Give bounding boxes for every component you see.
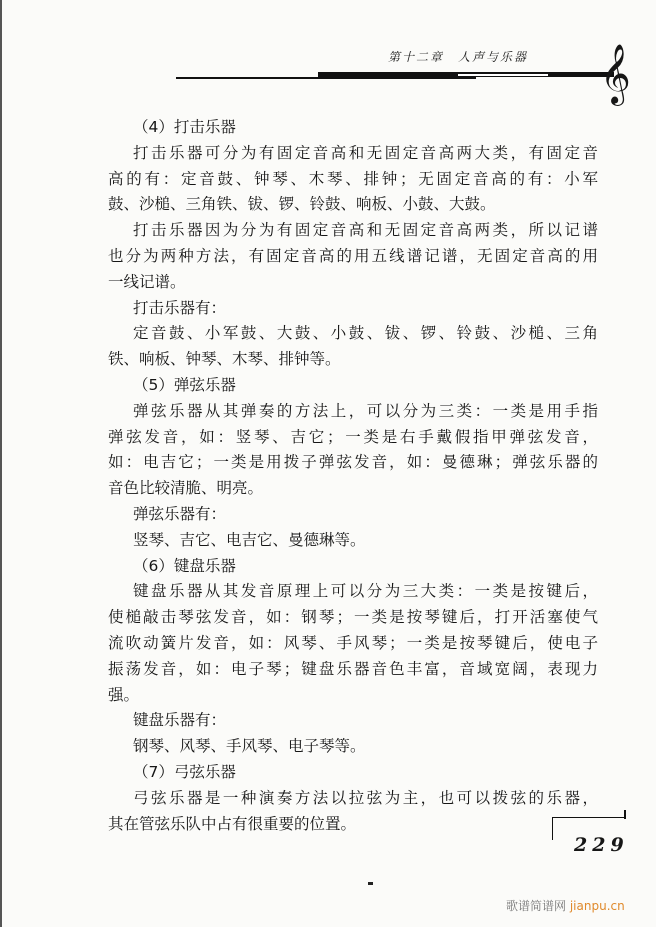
text-line: 弓弦乐器是一种演奏方法以拉弦为主，也可以拨弦的乐器， xyxy=(133,788,598,807)
text-line: 高的有：定音鼓、钟琴、木琴、排钟；无固定音高的有：小军 xyxy=(108,169,598,188)
page-edge xyxy=(0,0,2,927)
text-line: 使槌敲击琴弦发音，如：钢琴；一类是按琴键后，打开活塞使气 xyxy=(108,608,598,627)
watermark xyxy=(506,897,625,914)
treble-clef-icon: 𝄞 xyxy=(600,44,631,104)
header-rule xyxy=(176,77,476,79)
text-line: 定音鼓、小军鼓、大鼓、小鼓、钹、锣、铃鼓、沙槌、三角 xyxy=(133,324,598,343)
text-line: 打击乐器可分为有固定音高和无固定音高两大类，有固定音 xyxy=(133,143,598,162)
running-head: 第十二章 人声与乐器 xyxy=(388,50,529,64)
header-rule-gap xyxy=(458,74,548,76)
text-line: 一线记谱。 xyxy=(108,272,186,291)
text-line: 弹弦乐器有： xyxy=(133,504,227,523)
text-line: 打击乐器有： xyxy=(133,298,227,317)
text-line: 钢琴、风琴、手风琴、电子琴等。 xyxy=(133,737,366,756)
text-line: 振荡发音，如：电子琴；键盘乐器音色丰富，音域宽阔，表现力 xyxy=(108,659,598,678)
text-line: 打击乐器因为分为有固定音高和无固定音高两类，所以记谱 xyxy=(133,221,598,240)
text-line: 流吹动簧片发音，如：风琴、手风琴；一类是按琴键后，使电子 xyxy=(108,633,598,652)
scan-speck xyxy=(368,882,373,885)
section-heading: （5）弹弦乐器 xyxy=(133,375,236,394)
text-line: 铁、响板、钟琴、木琴、排钟等。 xyxy=(108,350,341,369)
text-line: 也分为两种方法，有固定音高的用五线谱记谱，无固定音高的用 xyxy=(108,246,598,265)
section-heading: （4）打击乐器 xyxy=(133,118,236,136)
page-number: 229 xyxy=(574,834,629,856)
section-heading: （7）弓弦乐器 xyxy=(133,762,236,781)
text-line: 弹弦发音，如：竖琴、吉它；一类是右手戴假指甲弹弦发音， xyxy=(108,427,598,446)
text-line: 竖琴、吉它、电吉它、曼德琳等。 xyxy=(133,530,366,549)
section-heading: （6）键盘乐器 xyxy=(133,556,236,575)
watermark-en: jianpu.cn xyxy=(569,899,625,913)
text-line: 强。 xyxy=(108,685,140,704)
text-line: 弹弦乐器从其弹奏的方法上，可以分为三类：一类是用手指 xyxy=(133,401,598,420)
text-line: 键盘乐器有： xyxy=(133,711,227,730)
text-line: 鼓、沙槌、三角铁、钹、锣、铃鼓、响板、小鼓、大鼓。 xyxy=(108,195,496,214)
text-line: 键盘乐器从其发音原理上可以分为三大类：一类是按键后， xyxy=(133,582,598,601)
text-line: 如：电吉它；一类是用拨子弹弦发音，如：曼德琳；弹弦乐器的 xyxy=(108,453,598,472)
body-text xyxy=(108,115,598,837)
watermark-cn: 歌谱简谱网 xyxy=(506,899,567,913)
text-line: 音色比较清脆、明亮。 xyxy=(108,479,264,498)
text-line: 其在管弦乐队中占有很重要的位置。 xyxy=(108,814,357,833)
